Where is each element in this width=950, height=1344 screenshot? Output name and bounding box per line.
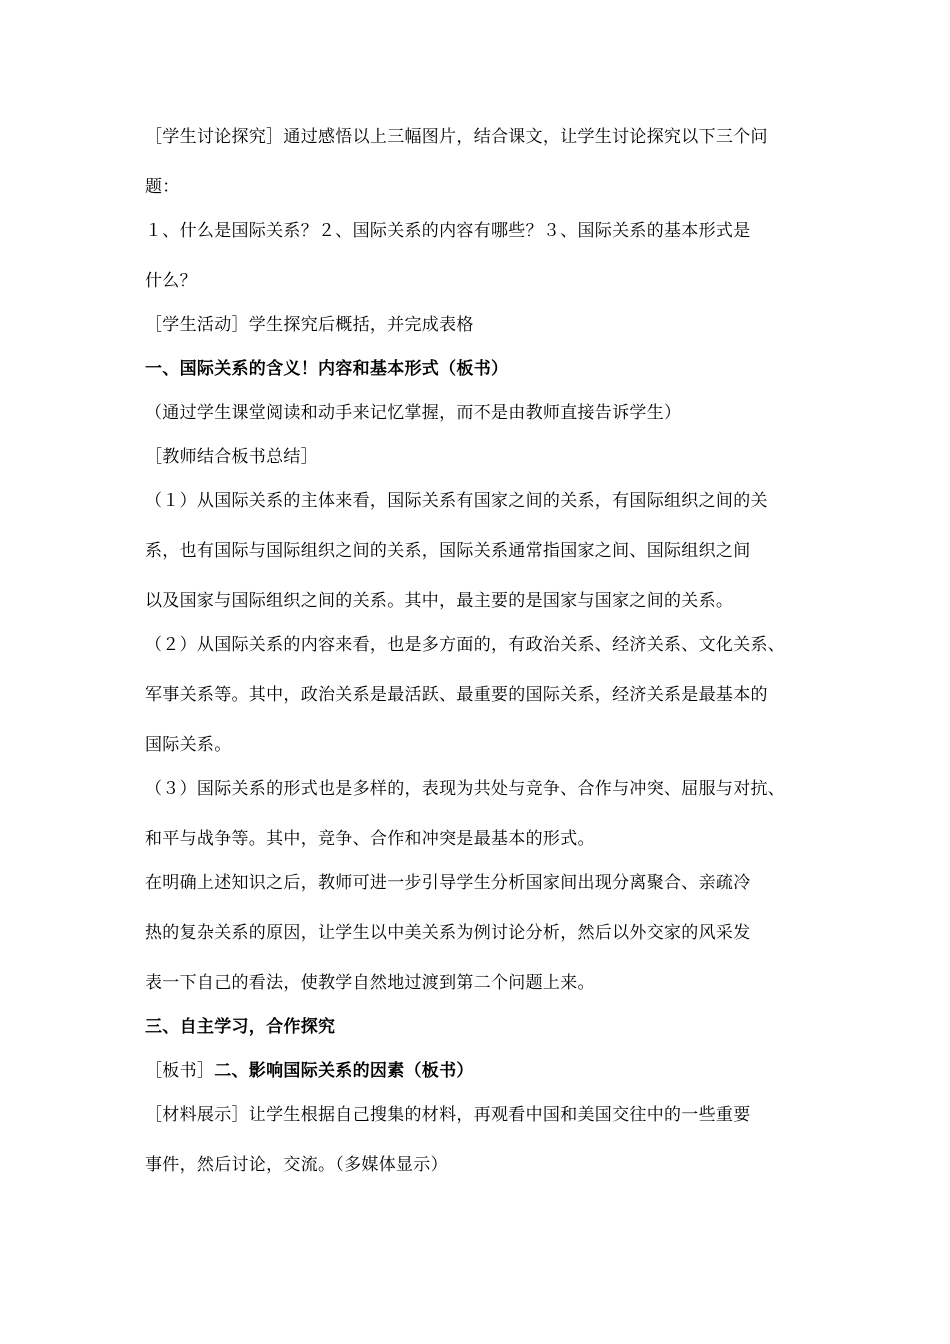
paragraph-line: 国际关系。	[145, 735, 232, 755]
paragraph-line: 什么？	[145, 271, 197, 291]
paragraph-line: （３）国际关系的形式也是多样的，表现为共处与竞争、合作与冲突、屈服与对抗、	[145, 779, 786, 799]
paragraph-line: 在明确上述知识之后，教师可进一步引导学生分析国家间出现分离聚合、亲疏冷	[145, 873, 751, 893]
paragraph-line: 题：	[145, 177, 180, 197]
paragraph-line: ［学生活动］学生探究后概括，并完成表格	[145, 315, 474, 335]
section-heading: 三、自主学习，合作探究	[145, 1017, 336, 1037]
paragraph-line: 表一下自己的看法，使教学自然地过渡到第二个问题上来。	[145, 973, 595, 993]
paragraph-line: 以及国家与国际组织之间的关系。其中，最主要的是国家与国家之间的关系。	[145, 591, 734, 611]
paragraph-line: 事件，然后讨论，交流。（多媒体显示）	[145, 1155, 448, 1175]
board-line	[145, 1061, 825, 1081]
paragraph-line: （１）从国际关系的主体来看，国际关系有国家之间的关系，有国际组织之间的关	[145, 491, 768, 511]
paragraph-line: ［材料展示］让学生根据自己搜集的材料，再观看中国和美国交往中的一些重要	[145, 1105, 751, 1125]
paragraph-line: 系，也有国际与国际组织之间的关系，国际关系通常指国家之间、国际组织之间	[145, 541, 751, 561]
paragraph-line: 军事关系等。其中，政治关系是最活跃、最重要的国际关系，经济关系是最基本的	[145, 685, 768, 705]
paragraph-line: 和平与战争等。其中，竞争、合作和冲突是最基本的形式。	[145, 829, 595, 849]
board-heading: 二、影响国际关系的因素（板书）	[214, 1061, 474, 1081]
paragraph-line: （２）从国际关系的内容来看，也是多方面的，有政治关系、经济关系、文化关系、	[145, 635, 786, 655]
paragraph-line: 热的复杂关系的原因，让学生以中美关系为例讨论分析，然后以外交家的风采发	[145, 923, 751, 943]
board-prefix: ［板书］	[145, 1061, 215, 1081]
section-heading: 一、国际关系的含义！内容和基本形式（板书）	[145, 359, 509, 379]
paragraph-line: ［教师结合板书总结］	[145, 447, 318, 467]
paragraph-line: ［学生讨论探究］通过感悟以上三幅图片，结合课文，让学生讨论探究以下三个问	[145, 127, 768, 147]
paragraph-line: １、什么是国际关系？２、国际关系的内容有哪些？３、国际关系的基本形式是	[145, 221, 751, 241]
paragraph-line: （通过学生课堂阅读和动手来记忆掌握，而不是由教师直接告诉学生）	[145, 403, 682, 423]
